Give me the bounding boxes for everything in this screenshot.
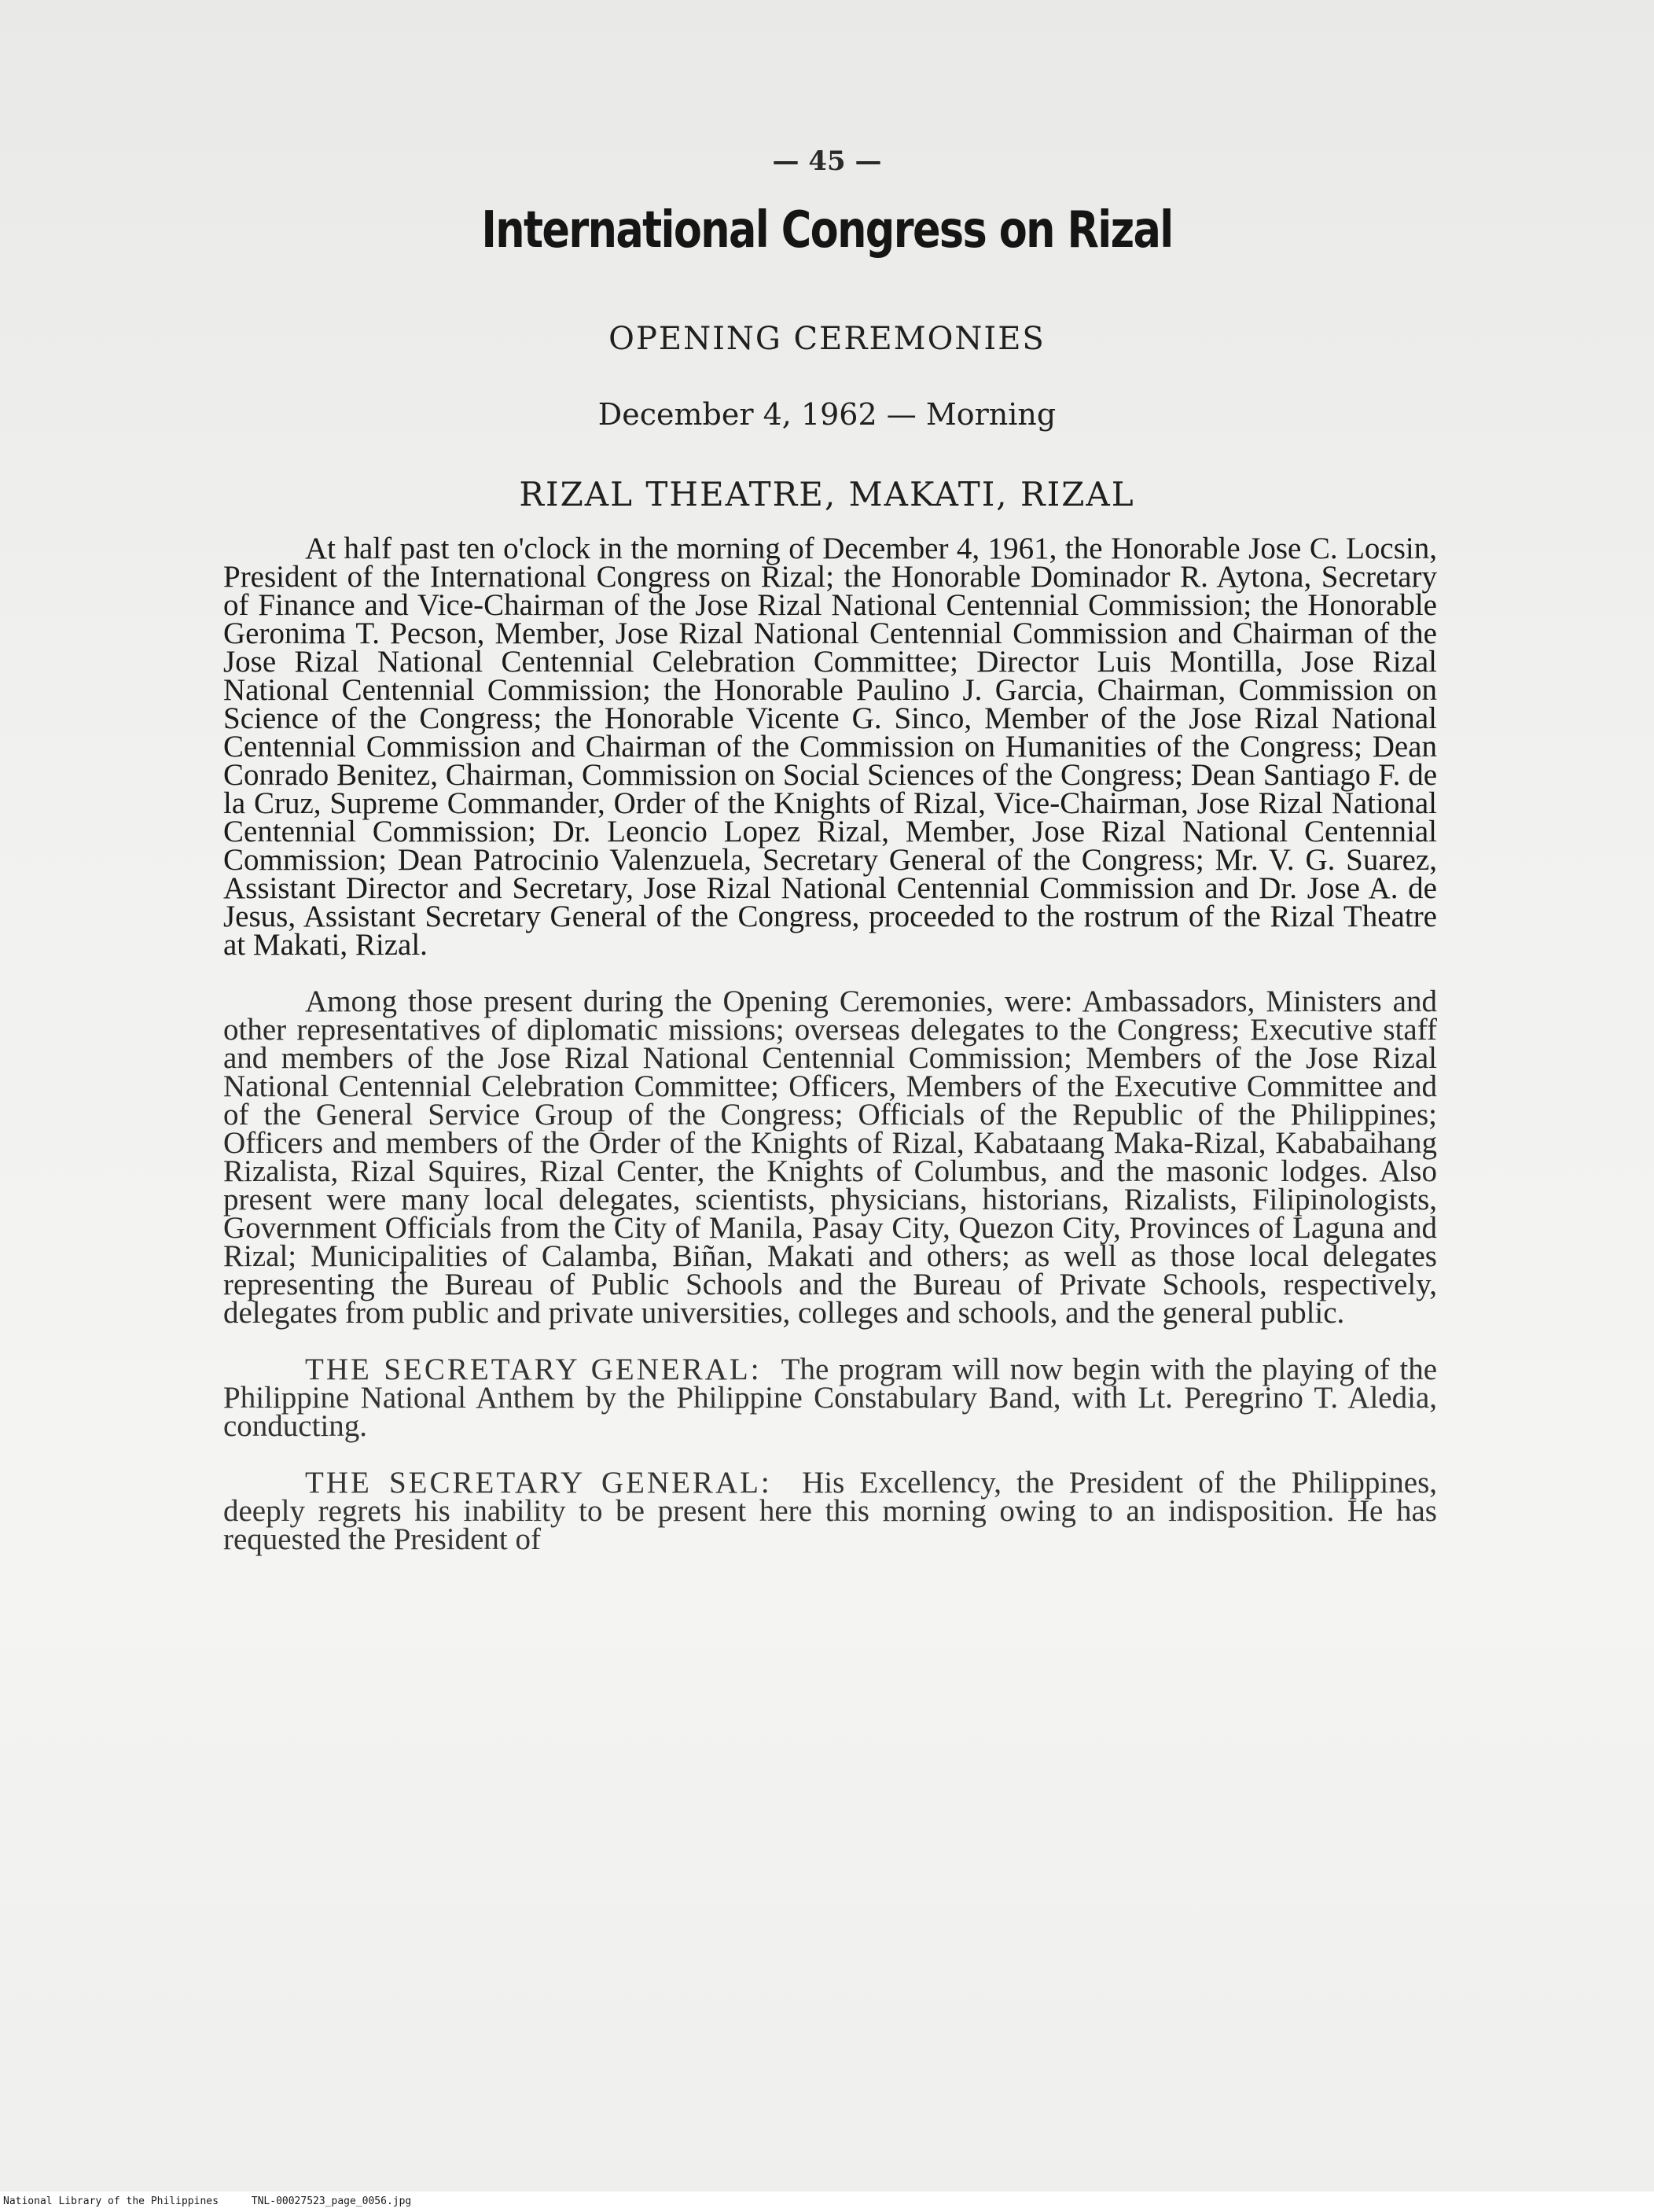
- body-text: [223, 532, 1438, 1582]
- ceremony-heading: OPENING CEREMONIES: [608, 321, 1046, 357]
- speaker-label: THE SECRETARY GENERAL:: [305, 1466, 772, 1500]
- date-heading: December 4, 1962 — Morning: [597, 397, 1057, 432]
- page-title: International Congress on Rizal: [481, 201, 1173, 259]
- paragraph-present-guests: Among those present during the Opening Ceremonies, were: Ambassadors, Ministers and other representatives of diplomatic missions; overseas delegates to the Congress; Executive staff and members of the Jose Rizal National Centennial Commission; Members of the Jose Rizal National Centennial Celebration Committee; Officers, Members of the Executive Committee and of the General Service Group of the Congress; Officials of the Republic of the Philippines; Officers and members of the Order of the Knights of Rizal, Kabataang Maka-Rizal, Kababaihang Rizalista, Rizal Squires, Rizal Center, the Knights of Columbus, and the masonic lodges. Also present were many local delegates, scientists, physicians, historians, Rizalists, Filipinologists, Government Officials from the City of Manila, Pasay City, Quezon City, Provinces of Laguna and Rizal; Municipalities of Calamba, Biñan, Makati and others; as well as those local delegates representing the Bureau of Public Schools and the Bureau of Private Schools, respectively, delegates from public and private universities, colleges and schools, and the general public.: [223, 985, 1437, 1330]
- venue-heading: RIZAL THEATRE, MAKATI, RIZAL: [519, 475, 1135, 513]
- page-number: — 45 —: [772, 145, 882, 177]
- speech-text: The program will now begin with the playing of the Philippine National Anthem by the Philippine Constabulary Band, with Lt. Peregrino T. Aledia, conducting.: [223, 1353, 1437, 1443]
- scan-footer: [0, 2192, 1654, 2212]
- paragraph-anthem-announcement: [223, 1353, 1437, 1443]
- footer-filename: TNL-00027523_page_0056.jpg: [251, 2195, 412, 2207]
- speaker-label: THE SECRETARY GENERAL:: [305, 1353, 762, 1386]
- paragraph-attendees-rostrum: At half past ten o'clock in the morning of December 4, 1961, the Honorable Jose C. Locsin, President of the International Congress on Rizal; the Honorable Dominador R. Aytona, Secretary of Finance and Vice-Chairman of the Jose Rizal National Centennial Commission; the Honorable Geronima T. Pecson, Member, Jose Rizal National Centennial Commission and Chairman of the Jose Rizal National Centennial Celebration Committee; Director Luis Montilla, Jose Rizal National Centennial Commission; the Honorable Paulino J. Garcia, Chairman, Commission on Science of the Congress; the Honorable Vicente G. Sinco, Member of the Jose Rizal National Centennial Commission and Chairman of the Commission on Humanities of the Congress; Dean Conrado Benitez, Chairman, Commission on Social Sciences of the Congress; Dean Santiago F. de la Cruz, Supreme Commander, Order of the Knights of Rizal, Vice-Chairman, Jose Rizal National Centennial Commission; Dr. Leoncio Lopez Rizal, Member, Jose Rizal National Centennial Commission; Dean Patrocinio Valenzuela, Secretary General of the Congress; Mr. V. G. Suarez, Assistant Director and Secretary, Jose Rizal National Centennial Commission and Dr. Jose A. de Jesus, Assistant Secretary General of the Congress, proceeded to the rostrum of the Rizal Theatre at Makati, Rizal.: [223, 532, 1437, 962]
- paragraph-president-absence: [223, 1466, 1438, 1556]
- speech-text: His Excellency, the President of the Philippines, deeply regrets his inability to be present here this morning owing to an indisposition. He has requested the President of: [223, 1466, 1438, 1556]
- footer-library: National Library of the Philippines: [3, 2195, 219, 2207]
